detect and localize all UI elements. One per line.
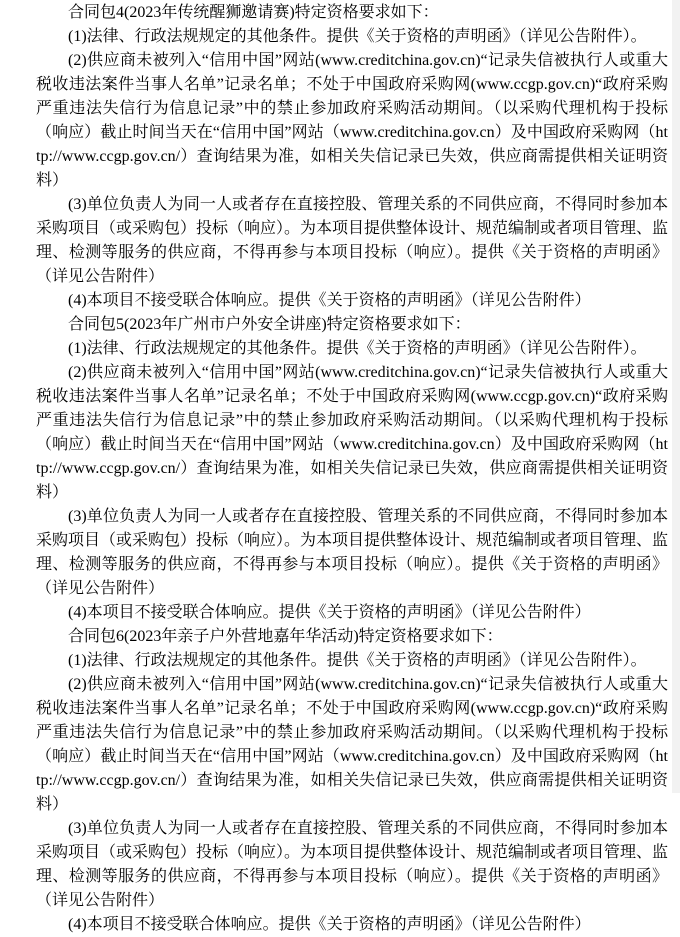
package6-clause-2: (2)供应商未被列入“信用中国”网站(www.creditchina.gov.cn)“记录失信被执行人或重大税收违法案件当事人名单”记录名单；不处于中国政府采购网(www.ccgp.gov.cn)“政府采购严重违法失信行为信息记录”中的禁止参加政府采购活动期间。（以采购代理机构于投标（响应）截止时间当天在“信用中国”网站（www.creditchina.gov.cn）及中国政府采购网（http://www.ccgp.gov.cn/）查询结果为准，如相关失信记录已失效，供应商需提供相关证明资料）	[36, 676, 668, 813]
package4-clause-3: (3)单位负责人为同一人或者存在直接控股、管理关系的不同供应商，不得同时参加本采购项目（或采购包）投标（响应）。为本项目提供整体设计、规范编制或者项目管理、监理、检测等服务的供应商，不得再参与本项目投标（响应）。提供《关于资格的声明函》（详见公告附件）	[36, 196, 669, 285]
package4-clause-1: (1)法律、行政法规规定的其他条件。提供《关于资格的声明函》（详见公告附件）。	[68, 28, 647, 45]
package6-clause-3: (3)单位负责人为同一人或者存在直接控股、管理关系的不同供应商，不得同时参加本采购项目（或采购包）投标（响应）。为本项目提供整体设计、规范编制或者项目管理、监理、检测等服务的供应商，不得再参与本项目投标（响应）。提供《关于资格的声明函》（详见公告附件）	[36, 820, 669, 909]
package5-clause-3: (3)单位负责人为同一人或者存在直接控股、管理关系的不同供应商，不得同时参加本采购项目（或采购包）投标（响应）。为本项目提供整体设计、规范编制或者项目管理、监理、检测等服务的供应商，不得再参与本项目投标（响应）。提供《关于资格的声明函》（详见公告附件）	[36, 508, 669, 597]
package6-clause-4: (4)本项目不接受联合体响应。提供《关于资格的声明函》（详见公告附件）	[68, 916, 591, 933]
package6-clause-1: (1)法律、行政法规规定的其他条件。提供《关于资格的声明函》（详见公告附件）。	[68, 652, 647, 669]
package5-clause-1: (1)法律、行政法规规定的其他条件。提供《关于资格的声明函》（详见公告附件）。	[68, 340, 647, 357]
package5-clause-2: (2)供应商未被列入“信用中国”网站(www.creditchina.gov.cn)“记录失信被执行人或重大税收违法案件当事人名单”记录名单；不处于中国政府采购网(www.ccgp.gov.cn)“政府采购严重违法失信行为信息记录”中的禁止参加政府采购活动期间。（以采购代理机构于投标（响应）截止时间当天在“信用中国”网站（www.creditchina.gov.cn）及中国政府采购网（http://www.ccgp.gov.cn/）查询结果为准，如相关失信记录已失效，供应商需提供相关证明资料）	[36, 364, 668, 501]
package5-heading: 合同包5(2023年广州市户外安全讲座)特定资格要求如下：	[68, 316, 471, 333]
package4-clause-2: (2)供应商未被列入“信用中国”网站(www.creditchina.gov.cn)“记录失信被执行人或重大税收违法案件当事人名单”记录名单；不处于中国政府采购网(www.ccgp.gov.cn)“政府采购严重违法失信行为信息记录”中的禁止参加政府采购活动期间。（以采购代理机构于投标（响应）截止时间当天在“信用中国”网站（www.creditchina.gov.cn）及中国政府采购网（http://www.ccgp.gov.cn/）查询结果为准，如相关失信记录已失效，供应商需提供相关证明资料）	[36, 52, 668, 189]
scrollbar-track[interactable]	[672, 0, 680, 793]
package6-heading: 合同包6(2023年亲子户外营地嘉年华活动)特定资格要求如下：	[68, 628, 503, 645]
package4-heading: 合同包4(2023年传统醒狮邀请赛)特定资格要求如下：	[68, 4, 439, 21]
document-text-content	[36, 1, 668, 937]
package5-clause-4: (4)本项目不接受联合体响应。提供《关于资格的声明函》（详见公告附件）	[68, 604, 591, 621]
package4-clause-4: (4)本项目不接受联合体响应。提供《关于资格的声明函》（详见公告附件）	[68, 292, 591, 309]
